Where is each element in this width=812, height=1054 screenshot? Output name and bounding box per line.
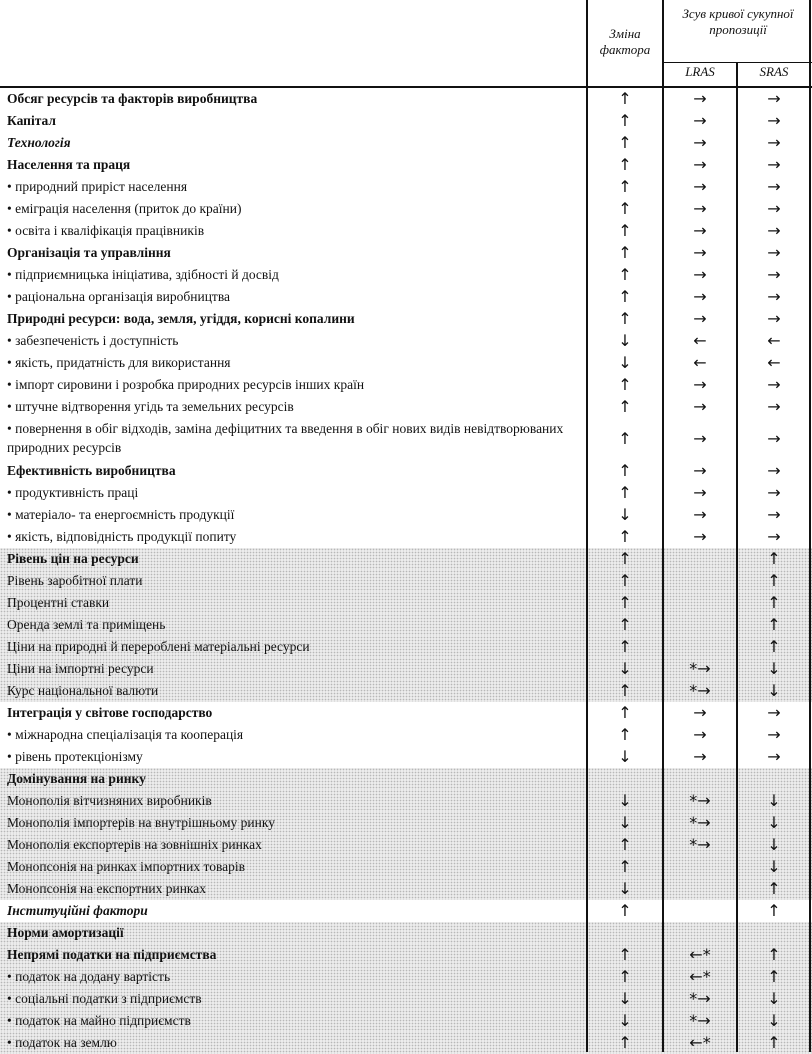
sras-shift-arrow: → (767, 309, 781, 328)
sras-shift-arrow: → (767, 199, 781, 218)
sras-shift-arrow: → (767, 505, 781, 524)
sras-shift-arrow: → (767, 461, 781, 480)
sras-shift-arrow: → (767, 483, 781, 502)
lras-shift-arrow (664, 900, 736, 922)
sras-shift-arrow: ↓ (767, 857, 781, 876)
table-row (0, 1032, 812, 1054)
factor-label: Природні ресурси: вода, земля, угіддя, корисні копалини (7, 311, 355, 326)
factor-label: Домінування на ринку (7, 771, 146, 786)
sras-shift-arrow: → (767, 397, 781, 416)
sras-shift-arrow: ↓ (767, 659, 781, 678)
factor-change-arrow: ↑ (618, 703, 632, 722)
sras-shift-arrow: ← (767, 331, 781, 350)
table-row (0, 154, 812, 176)
factor-label: Ефективність виробництва (7, 463, 176, 478)
factor-change-arrow: ↑ (618, 967, 632, 986)
factor-change-arrow: ↑ (618, 901, 632, 920)
factor-change-arrow (588, 922, 662, 944)
table-row (0, 352, 812, 374)
lras-shift-arrow (664, 768, 736, 790)
lras-shift-arrow: → (693, 747, 707, 766)
factor-change-arrow: ↑ (618, 725, 632, 744)
factor-label: Обсяг ресурсів та факторів виробництва (7, 91, 258, 106)
table-row (0, 834, 812, 856)
sras-shift-arrow: ↑ (767, 637, 781, 656)
factor-label: Рівень заробітної плати (7, 573, 143, 588)
table-row (0, 374, 812, 396)
factor-label: • рівень протекціонізму (7, 749, 143, 764)
factor-label: Процентні ставки (7, 595, 110, 610)
table-row (0, 768, 812, 790)
factor-label: • природний приріст населення (7, 179, 188, 194)
factor-change-arrow: ↑ (618, 461, 632, 480)
lras-shift-arrow (664, 922, 736, 944)
lras-shift-arrow: *→ (689, 681, 711, 700)
table-row (0, 286, 812, 308)
factor-label: • соціальні податки з підприємств (7, 991, 202, 1006)
sras-shift-arrow: → (767, 133, 781, 152)
lras-shift-arrow: → (693, 703, 707, 722)
sras-shift-arrow: ↑ (767, 945, 781, 964)
lras-shift-arrow: → (693, 89, 707, 108)
factor-change-arrow: ↑ (618, 133, 632, 152)
sras-shift-arrow: → (767, 221, 781, 240)
table-row (0, 944, 812, 966)
factor-change-arrow: ↓ (618, 989, 632, 1008)
table-row (0, 570, 812, 592)
table-row (0, 264, 812, 286)
factor-change-arrow: ↑ (618, 89, 632, 108)
table-row (0, 988, 812, 1010)
table-row (0, 482, 812, 504)
table-row (0, 746, 812, 768)
lras-shift-arrow: ←* (689, 967, 711, 986)
lras-shift-arrow: ←* (689, 1033, 711, 1052)
factor-change-arrow: ↑ (618, 199, 632, 218)
sras-shift-arrow: ↓ (767, 835, 781, 854)
sras-shift-arrow: → (767, 703, 781, 722)
factor-label: • податок на майно підприємств (7, 1013, 191, 1028)
sras-shift-arrow: → (767, 287, 781, 306)
table-row (0, 724, 812, 746)
table-row (0, 856, 812, 878)
lras-shift-arrow: *→ (689, 1011, 711, 1030)
lras-shift-arrow: → (693, 461, 707, 480)
factor-change-arrow: ↓ (618, 879, 632, 898)
factor-label: • якість, придатність для використання (7, 355, 231, 370)
factor-label: • підприємницька ініціатива, здібності й досвід (7, 267, 279, 282)
lras-shift-arrow (664, 570, 736, 592)
sras-shift-arrow: ↑ (767, 571, 781, 590)
sras-shift-arrow (738, 922, 810, 944)
sras-shift-arrow: ↓ (767, 1011, 781, 1030)
factor-label: • еміграція населення (приток до країни) (7, 201, 242, 216)
factor-change-arrow: ↓ (618, 747, 632, 766)
sras-shift-arrow: → (767, 725, 781, 744)
lras-shift-arrow: ←* (689, 945, 711, 964)
factor-label: • міжнародна спеціалізація та кооперація (7, 727, 244, 742)
header-lras: LRAS (685, 64, 715, 79)
factor-change-arrow: ↑ (618, 835, 632, 854)
lras-shift-arrow: *→ (689, 835, 711, 854)
factor-change-arrow: ↓ (618, 331, 632, 350)
factor-change-arrow: ↑ (618, 111, 632, 130)
factor-change-arrow: ↑ (618, 945, 632, 964)
sras-shift-arrow: ↓ (767, 791, 781, 810)
factor-change-arrow: ↓ (618, 791, 632, 810)
table-row (0, 396, 812, 418)
factor-label: Курс національної валюти (7, 683, 159, 698)
factor-label: Організація та управління (7, 245, 171, 260)
table-row (0, 504, 812, 526)
factor-label: • забезпеченість і доступність (7, 333, 179, 348)
lras-shift-arrow: → (693, 527, 707, 546)
factor-label: Непрямі податки на підприємства (7, 947, 217, 962)
factor-change-arrow: ↓ (618, 813, 632, 832)
factor-label: Ціни на імпортні ресурси (7, 661, 154, 676)
table-right-border (809, 0, 811, 1052)
factor-label: • матеріало- та енергоємність продукції (7, 507, 235, 522)
factor-label: Технологія (7, 135, 71, 150)
factor-change-arrow: ↑ (618, 857, 632, 876)
sras-shift-arrow: ↑ (767, 593, 781, 612)
factor-label: Інституційні фактори (7, 903, 148, 918)
sras-shift-arrow: → (767, 429, 781, 448)
factor-label: • освіта і кваліфікація працівників (7, 223, 205, 238)
factor-change-arrow: ↑ (618, 265, 632, 284)
lras-shift-arrow (664, 614, 736, 636)
factor-label: • штучне відтворення угідь та земельних ресурсів (7, 399, 294, 414)
factor-change-arrow: ↓ (618, 505, 632, 524)
sras-shift-arrow: → (767, 111, 781, 130)
lras-shift-arrow: → (693, 309, 707, 328)
sras-shift-arrow: ↑ (767, 901, 781, 920)
table-row (0, 636, 812, 658)
table-row (0, 198, 812, 220)
table-row (0, 548, 812, 570)
factor-label: Норми амортизації (7, 925, 124, 940)
header-factor-change: Зміна фактора (599, 26, 651, 57)
table-row (0, 418, 812, 460)
factor-change-arrow: ↑ (618, 309, 632, 328)
table-row (0, 900, 812, 922)
lras-shift-arrow: → (693, 429, 707, 448)
factor-label: Монопсонія на ринках імпортних товарів (7, 859, 246, 874)
factor-change-arrow: ↑ (618, 615, 632, 634)
factor-label: Монополія експортерів на зовнішніх ринках (7, 837, 262, 852)
lras-shift-arrow: → (693, 111, 707, 130)
table-row (0, 1010, 812, 1032)
table-row (0, 110, 812, 132)
factor-label: Монополія вітчизняних виробників (7, 793, 212, 808)
table-row (0, 176, 812, 198)
header-bottom-border (0, 86, 812, 88)
factor-label: Оренда землі та приміщень (7, 617, 166, 632)
factor-label: Монопсонія на експортних ринках (7, 881, 207, 896)
lras-shift-arrow: → (693, 177, 707, 196)
table-row (0, 308, 812, 330)
table-row (0, 922, 812, 944)
lras-shift-arrow: → (693, 155, 707, 174)
factor-change-arrow: ↑ (618, 549, 632, 568)
lras-shift-arrow: → (693, 265, 707, 284)
lras-shift-arrow: *→ (689, 791, 711, 810)
lras-shift-arrow: → (693, 397, 707, 416)
sras-shift-arrow: ↑ (767, 549, 781, 568)
factor-change-arrow: ↑ (618, 177, 632, 196)
table-row (0, 132, 812, 154)
table-row (0, 812, 812, 834)
sras-shift-arrow: → (767, 747, 781, 766)
lras-shift-arrow (664, 592, 736, 614)
column-divider (586, 0, 588, 1052)
table-row (0, 658, 812, 680)
factor-label: Ціни на природні й перероблені матеріальні ресурси (7, 639, 310, 654)
lras-shift-arrow: → (693, 483, 707, 502)
factor-label: Монополія імпортерів на внутрішньому ринку (7, 815, 276, 830)
factor-label: • податок на додану вартість (7, 969, 171, 984)
table-row (0, 680, 812, 702)
sras-shift-arrow: ↓ (767, 813, 781, 832)
sras-shift-arrow: ↑ (767, 615, 781, 634)
table-row (0, 878, 812, 900)
factor-change-arrow (588, 768, 662, 790)
subheader-divider (662, 62, 812, 63)
header-curve-shift: Зсув кривої сукупної пропозиції (682, 6, 794, 37)
table-row (0, 592, 812, 614)
lras-shift-arrow: ← (693, 353, 707, 372)
table-row (0, 220, 812, 242)
column-divider (736, 62, 738, 1052)
factor-label: • якість, відповідність продукції попиту (7, 529, 237, 544)
sras-shift-arrow (738, 768, 810, 790)
factor-change-arrow: ↓ (618, 1011, 632, 1030)
header-sras: SRAS (759, 64, 789, 79)
lras-shift-arrow: → (693, 287, 707, 306)
factor-change-arrow: ↑ (618, 571, 632, 590)
factor-label: Рівень цін на ресурси (7, 551, 139, 566)
lras-shift-arrow: → (693, 375, 707, 394)
sras-shift-arrow: → (767, 265, 781, 284)
lras-shift-arrow: → (693, 199, 707, 218)
sras-shift-arrow: → (767, 375, 781, 394)
table-row (0, 242, 812, 264)
table-row (0, 526, 812, 548)
table-row (0, 614, 812, 636)
sras-shift-arrow: ↑ (767, 879, 781, 898)
sras-shift-arrow: → (767, 527, 781, 546)
lras-shift-arrow (664, 636, 736, 658)
factor-change-arrow: ↑ (618, 681, 632, 700)
lras-shift-arrow: → (693, 725, 707, 744)
lras-shift-arrow (664, 878, 736, 900)
lras-shift-arrow: → (693, 243, 707, 262)
factor-label: • раціональна організація виробництва (7, 289, 231, 304)
sras-shift-arrow: → (767, 155, 781, 174)
factor-change-arrow: ↑ (618, 287, 632, 306)
factor-change-arrow: ↑ (618, 527, 632, 546)
factor-change-arrow: ↑ (618, 1033, 632, 1052)
lras-shift-arrow: → (693, 505, 707, 524)
table-row (0, 330, 812, 352)
lras-shift-arrow: *→ (689, 659, 711, 678)
factor-label: • імпорт сировини і розробка природних ресурсів інших країн (7, 377, 365, 392)
sras-shift-arrow: → (767, 243, 781, 262)
lras-shift-arrow: *→ (689, 813, 711, 832)
sras-shift-arrow: ↑ (767, 967, 781, 986)
factor-change-arrow: ↓ (618, 659, 632, 678)
factor-change-arrow: ↑ (618, 221, 632, 240)
lras-shift-arrow: → (693, 221, 707, 240)
factor-label: Капітал (7, 113, 56, 128)
factor-change-arrow: ↑ (618, 397, 632, 416)
table-row (0, 966, 812, 988)
factor-label: Населення та праця (7, 157, 131, 172)
lras-shift-arrow (664, 548, 736, 570)
sras-shift-arrow: ← (767, 353, 781, 372)
factor-change-arrow: ↑ (618, 593, 632, 612)
factor-label: • повернення в обіг відходів, заміна дефіцитних та введення в обіг нових видів невідтворюваних природних ресурсів (7, 421, 564, 455)
factor-change-arrow: ↑ (618, 375, 632, 394)
sras-shift-arrow: ↓ (767, 681, 781, 700)
factor-change-arrow: ↑ (618, 637, 632, 656)
table-row (0, 790, 812, 812)
factor-change-arrow: ↑ (618, 429, 632, 448)
lras-shift-arrow: *→ (689, 989, 711, 1008)
sras-shift-arrow: ↑ (767, 1033, 781, 1052)
sras-shift-arrow: → (767, 177, 781, 196)
factor-change-arrow: ↑ (618, 483, 632, 502)
factor-change-arrow: ↑ (618, 243, 632, 262)
table-row (0, 702, 812, 724)
sras-shift-arrow: → (767, 89, 781, 108)
factor-change-arrow: ↑ (618, 155, 632, 174)
lras-shift-arrow: → (693, 133, 707, 152)
column-divider (662, 0, 664, 1052)
factor-label: Інтеграція у світове господарство (7, 705, 213, 720)
table-row (0, 460, 812, 482)
lras-shift-arrow: ← (693, 331, 707, 350)
factor-label: • продуктивність праці (7, 485, 139, 500)
factor-label: • податок на землю (7, 1035, 117, 1050)
sras-shift-arrow: ↓ (767, 989, 781, 1008)
factor-change-arrow: ↓ (618, 353, 632, 372)
lras-shift-arrow (664, 856, 736, 878)
table-row (0, 88, 812, 110)
